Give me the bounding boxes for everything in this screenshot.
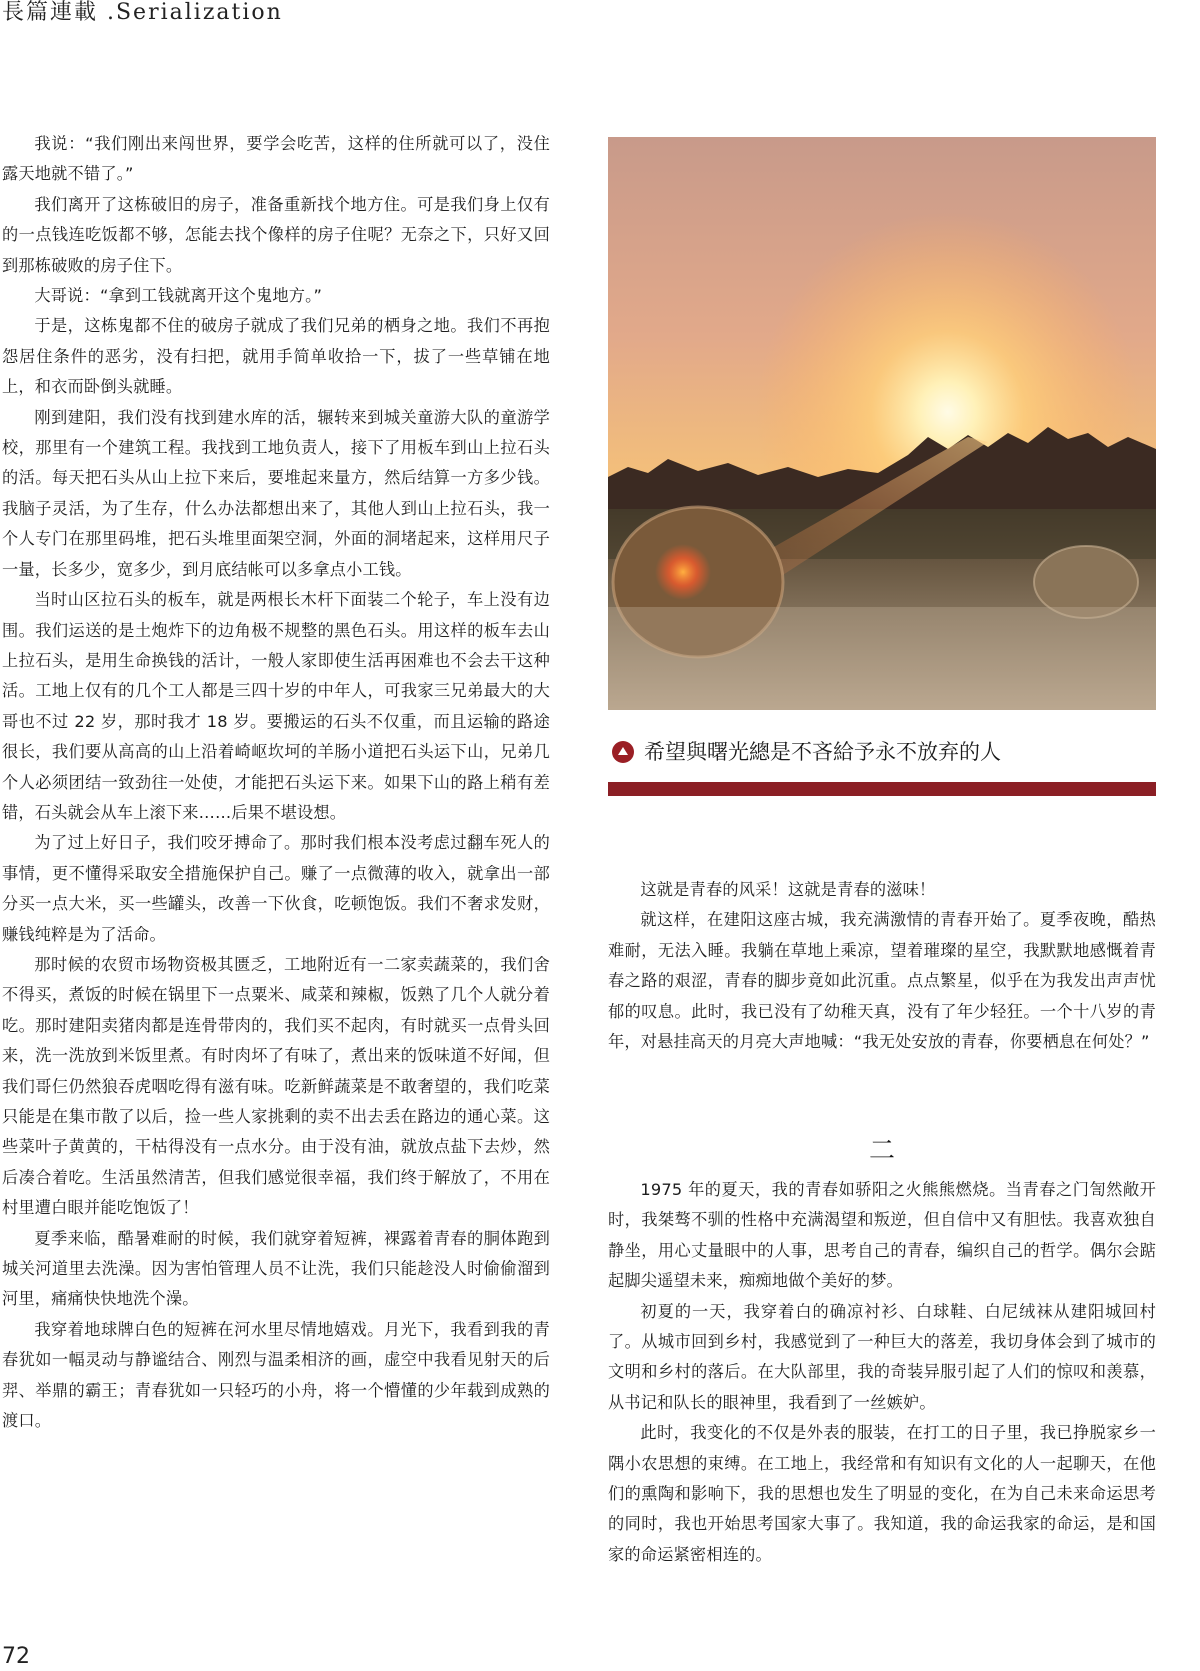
paragraph: 就这样，在建阳这座古城，我充满激情的青春开始了。夏季夜晚，酷热难耐，无法入睡。我躺在草地上乘凉，望着璀璨的星空，我默默地感慨着青春之路的艰涩，青春的脚步竟如此沉重。点点繁星，似乎在为我发出声声忧郁的叹息。此时，我已没有了幼稚天真，没有了年少轻狂。一个十八岁的青年，对悬挂高天的月亮大声地喊：“我无处安放的青春，你要栖息在何处？” bbox=[608, 910, 1156, 1052]
paragraph: 1975 年的夏天，我的青春如骄阳之火熊熊燃烧。当青春之门訇然敞开时，我桀骜不驯的性格中充满渴望和叛逆，但自信中又有胆怯。我喜欢独自静坐，用心丈量眼中的人事，思考自己的青春，编织自己的哲学。偶尔会踮起脚尖遥望未来，痴痴地做个美好的梦。 bbox=[608, 1180, 1156, 1291]
page-number: 72 bbox=[2, 1644, 30, 1669]
magazine-header: 長篇連載 .Serialization bbox=[2, 0, 283, 25]
section-number: 二 bbox=[868, 1136, 895, 1166]
paragraph: 初夏的一天，我穿着白的确凉衬衫、白球鞋、白尼绒袜从建阳城回村了。从城市回到乡村，我感觉到了一种巨大的落差，我切身体会到了城市的文明和乡村的落后。在大队部里，我的奇装异服引起了人们的惊叹和羡慕，从书记和队长的眼神里，我看到了一丝嫉妒。 bbox=[608, 1301, 1156, 1412]
paragraph: 于是，这栋鬼都不住的破房子就成了我们兄弟的栖身之地。我们不再抱怨居住条件的恶劣，没有扫把，就用手简单收拾一下，拔了一些草铺在地上，和衣而卧倒头就睡。 bbox=[2, 316, 550, 397]
paragraph: 此时，我变化的不仅是外表的服装，在打工的日子里，我已挣脱家乡一隅小农思想的束缚。在工地上，我经常和有知识有文化的人一起聊天，在他们的熏陶和影响下，我的思想也发生了明显的变化，在为自己未来命运思考的同时，我也开始思考国家大事了。我知道，我的命运我家的命运，是和国家的命运紧密相连的。 bbox=[608, 1423, 1156, 1564]
photo-illustration bbox=[608, 137, 1156, 710]
left-column bbox=[2, 129, 550, 1436]
paragraph: 那时候的农贸市场物资极其匮乏，工地附近有一二家卖蔬菜的，我们舍不得买，煮饭的时候在锅里下一点粟米、咸菜和辣椒，饭熟了几个人就分着吃。那时建阳卖猪肉都是连骨带肉的，我们买不起肉，有时就买一点骨头回来，洗一洗放到米饭里煮。有时肉坏了有味了，煮出来的饭味道不好闻，但我们哥仨仍然狼吞虎咽吃得有滋有味。吃新鲜蔬菜是不敢奢望的，我们吃菜只能是在集市散了以后，捡一些人家挑剩的卖不出去丢在路边的通心菜。这些菜叶子黄黄的，干枯得没有一点水分。由于没有油，就放点盐下去炒，然后凑合着吃。生活虽然清苦，但我们感觉很幸福，我们终于解放了，不用在村里遭白眼并能吃饱饭了！ bbox=[2, 954, 550, 1218]
paragraph: 刚到建阳，我们没有找到建水库的活，辗转来到城关童游大队的童游学校，那里有一个建筑工程。我找到工地负责人，接下了用板车到山上拉石头的活。每天把石头从山上拉下来后，要堆起来量方，然后结算一方多少钱。我脑子灵活，为了生存，什么办法都想出来了，其他人到山上拉石头，我一个人专门在那里码堆，把石头堆里面架空洞，外面的洞堵起来，这样用尺子一量，长多少，宽多少，到月底结帐可以多拿点小工钱。 bbox=[2, 407, 550, 579]
caption-text: 希望與曙光總是不吝給予永不放弃的人 bbox=[644, 740, 1001, 764]
paragraph: 夏季来临，酷暑难耐的时候，我们就穿着短裤，裸露着青春的胴体跑到城关河道里去洗澡。因为害怕管理人员不让洗，我们只能趁没人时偷偷溜到河里，痛痛快快地洗个澡。 bbox=[2, 1228, 550, 1309]
sunset-hay-field-photo bbox=[608, 137, 1156, 710]
caption-divider-bar bbox=[608, 782, 1156, 796]
paragraph: 当时山区拉石头的板车，就是两根长木杆下面装二个轮子，车上没有边围。我们运送的是土炮炸下的边角极不规整的黑色石头。用这样的板车去山上拉石头，是用生命换钱的活计，一般人家即使生活再困难也不会去干这种活。工地上仅有的几个工人都是三四十岁的中年人，可我家三兄弟最大的大哥也不过 22 岁，那时我才 18 岁。要搬运的石头不仅重，而且运输的路途很长，我们要从高高的山上沿着崎岖坎坷的羊肠小道把石头运下山，兄弟几个人必须团结一致劲往一处使，才能把石头运下来。如果下山的路上稍有差错，石头就会从车上滚下来……后果不堪设想。 bbox=[2, 590, 550, 822]
paragraph: 大哥说：“拿到工钱就离开这个鬼地方。” bbox=[34, 286, 323, 306]
right-column-upper bbox=[608, 875, 1156, 1057]
right-column-lower bbox=[608, 1175, 1156, 1570]
paragraph: 我们离开了这栋破旧的房子，准备重新找个地方住。可是我们身上仅有的一点钱连吃饭都不够，怎能去找个像样的房子住呢？无奈之下，只好又回到那栋破败的房子住下。 bbox=[2, 194, 550, 275]
paragraph: 为了过上好日子，我们咬牙搏命了。那时我们根本没考虑过翻车死人的事情，更不懂得采取安全措施保护自己。赚了一点微薄的收入，就拿出一部分买一点大米，买一些罐头，改善一下伙食，吃顿饱饭。我们不奢求发财，赚钱纯粹是为了活命。 bbox=[2, 833, 550, 944]
paragraph: 我穿着地球牌白色的短裤在河水里尽情地嬉戏。月光下，我看到我的青春犹如一幅灵动与静谧结合、刚烈与温柔相济的画，虚空中我看见射天的后羿、举鼎的霸王；青春犹如一只轻巧的小舟，将一个懵懂的少年载到成熟的渡口。 bbox=[2, 1319, 550, 1431]
triangle-up-icon bbox=[612, 741, 634, 763]
photo-caption bbox=[612, 737, 1001, 767]
paragraph: 这就是青春的风采！这就是青春的滋味！ bbox=[640, 880, 936, 899]
paragraph: 我说：“我们刚出来闯世界，要学会吃苦，这样的住所就可以了，没住露天地就不错了。” bbox=[2, 134, 550, 184]
